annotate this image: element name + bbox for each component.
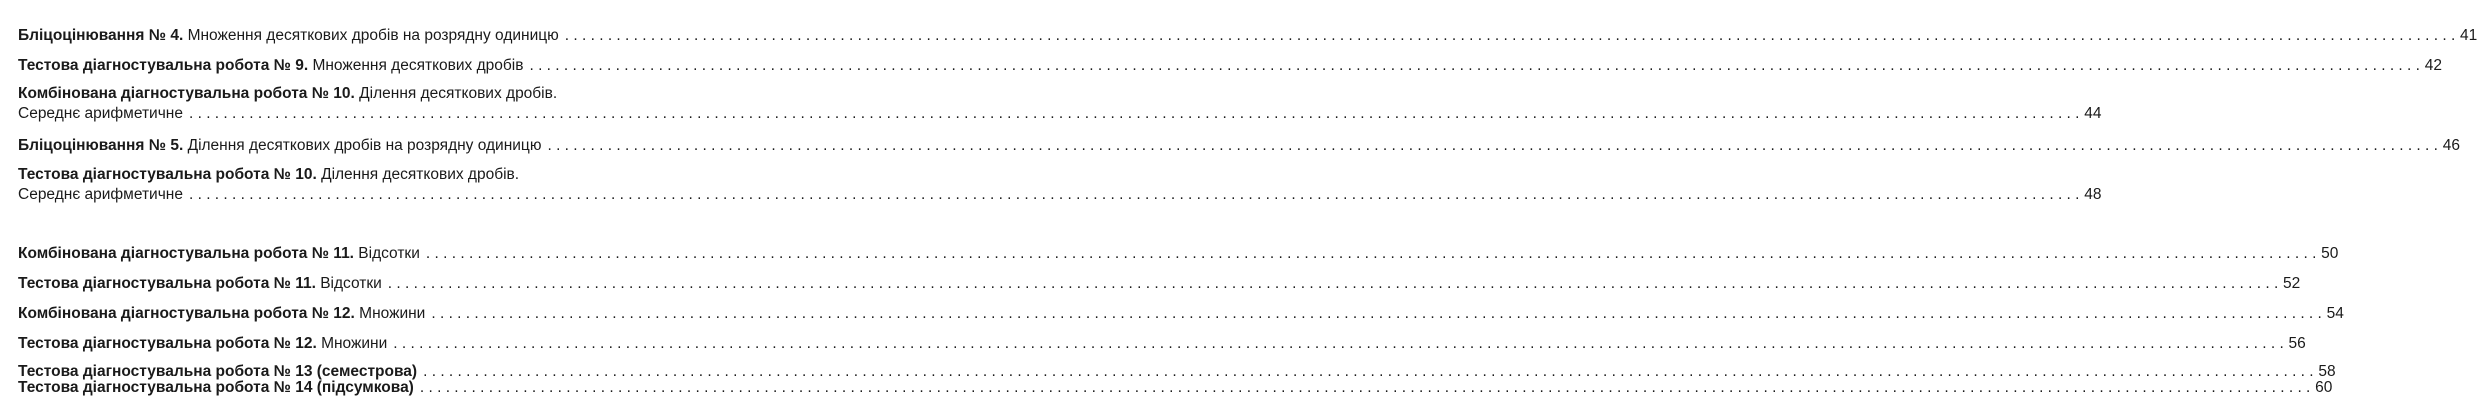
entry-title-continued: Середнє арифметичне [18,105,183,122]
entry-title [18,244,420,264]
leader-dots [420,378,2311,398]
entry-bold-title: Комбінована діагностувальна робота № 10. [18,85,355,102]
entry-title [18,274,382,294]
entry-title [18,136,541,156]
entry-subtitle: Ділення десяткових дробів на розрядну одиницю [183,137,542,154]
toc-entry[interactable] [18,136,2460,156]
entry-subtitle: Множини [316,335,388,352]
page-number: 52 [2283,275,2301,292]
entry-subtitle: Множення десяткових дробів на розрядну одиницю [183,27,559,44]
entry-subtitle: Множини [354,305,426,322]
entry-bold-title: Бліцоцінювання № 5. [18,137,184,154]
entry-bold-title: Тестова діагностувальна робота № 9. [18,57,309,74]
page-number: 42 [2424,57,2442,74]
entry-title [18,84,692,104]
page-number: 46 [2442,137,2460,154]
leader-dots [426,244,2317,264]
page-number: 44 [2084,105,2102,122]
entry-bold-title: Тестова діагностувальна робота № 11. [18,275,316,292]
page-number: 48 [2084,186,2102,203]
page-number: 60 [2315,379,2333,396]
entry-bold-title: Комбінована діагностувальна робота № 11. [18,245,354,262]
entry-title [18,165,692,185]
entry-title-continued: Середнє арифметичне [18,186,183,203]
toc-entry[interactable] [18,304,2344,324]
leader-dots [547,136,2438,156]
entry-title [18,26,559,46]
toc-entry[interactable] [18,26,2477,46]
entry-title [18,378,414,398]
entry-subtitle: Ділення десяткових дробів. [354,85,558,102]
toc-entry[interactable] [18,378,2333,398]
leader-dots [431,304,2322,324]
entry-subtitle: Відсотки [315,275,382,292]
toc-entry[interactable] [18,56,2442,76]
page-number: 41 [2460,27,2477,44]
page-number: 54 [2326,305,2344,322]
leader-dots [529,56,2420,76]
leader-dots [189,185,2080,205]
entry-subtitle: Відсотки [354,245,420,262]
entry-bold-title: Тестова діагностувальна робота № 14 (підсумкова) [18,379,414,396]
leader-dots [565,26,2456,46]
entry-bold-title: Тестова діагностувальна робота № 13 (семестрова) [18,363,418,380]
toc-entry[interactable] [18,274,2301,294]
leader-dots [388,274,2279,294]
entry-bold-title: Тестова діагностувальна робота № 10. [18,166,317,183]
entry-title [18,304,425,324]
toc-entry[interactable] [18,334,2306,354]
page-number: 58 [2318,363,2336,380]
toc-entry[interactable] [18,165,2102,205]
leader-dots [393,334,2284,354]
entry-subtitle: Множення десяткових дробів [308,57,524,74]
entry-title [18,334,387,354]
entry-bold-title: Комбінована діагностувальна робота № 12. [18,305,355,322]
page-number: 56 [2288,335,2306,352]
toc-entry[interactable] [18,244,2339,264]
entry-bold-title: Тестова діагностувальна робота № 12. [18,335,317,352]
entry-subtitle: Ділення десяткових дробів. [316,166,520,183]
toc-entry[interactable] [18,84,2102,124]
page-number: 50 [2321,245,2339,262]
leader-dots [189,104,2080,124]
entry-bold-title: Бліцоцінювання № 4. [18,27,184,44]
entry-title [18,56,523,76]
